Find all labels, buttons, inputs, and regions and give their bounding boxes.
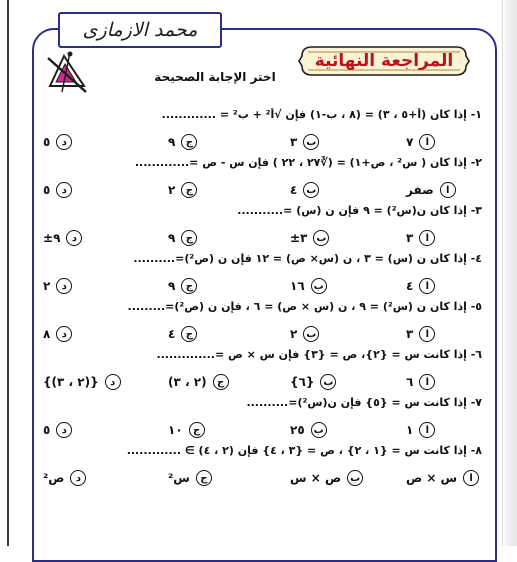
option-value: ص × س: [290, 471, 342, 485]
option-value: ٩: [168, 135, 176, 149]
answer-option[interactable]: [43, 324, 72, 344]
option-value: س²: [168, 471, 190, 485]
answer-option[interactable]: [43, 132, 72, 152]
answer-option[interactable]: [406, 228, 435, 248]
option-letter-badge: ب: [347, 470, 363, 486]
geometry-tools-icon: [44, 48, 92, 96]
left-margin-line: [7, 0, 9, 546]
answer-option[interactable]: [290, 420, 327, 440]
answer-option[interactable]: [168, 372, 229, 392]
option-letter-badge: د: [56, 326, 72, 342]
answer-option[interactable]: [406, 180, 456, 200]
answer-option[interactable]: [406, 276, 435, 296]
option-letter-badge: ب: [303, 134, 319, 150]
option-letter-badge: د: [56, 422, 72, 438]
option-letter-badge: ب: [311, 278, 327, 294]
option-letter-badge: ب: [320, 374, 336, 390]
answer-option[interactable]: [43, 372, 121, 392]
answer-option[interactable]: [406, 420, 435, 440]
question-text: ٤- إذا كان ن (س) = ٣ ، ن (س× ص) = ١٢ فإن ن (ص²)=..........: [133, 252, 482, 265]
answer-option[interactable]: [290, 468, 363, 488]
option-letter-badge: ب: [311, 422, 327, 438]
option-letter-badge: ا: [419, 278, 435, 294]
option-letter-badge: ب: [313, 230, 329, 246]
option-value: س × ص: [406, 471, 458, 485]
answer-option[interactable]: [290, 228, 329, 248]
question-text: ٦- إذا كانت س = {٢}، ص = {٣} فإن س × ص =..............: [156, 348, 482, 361]
answer-option[interactable]: [290, 324, 319, 344]
page-edge-shadow: [505, 0, 517, 546]
question-text: ٣- إذا كان ن(س²) = ٩ فإن ن (س) =...........: [237, 204, 482, 217]
option-letter-badge: د: [66, 230, 82, 246]
option-value: ص²: [43, 471, 65, 485]
answer-option[interactable]: [168, 420, 205, 440]
option-letter-badge: ا: [419, 422, 435, 438]
answer-option[interactable]: [406, 324, 435, 344]
option-letter-badge: ا: [419, 230, 435, 246]
answer-option[interactable]: [168, 228, 197, 248]
option-letter-badge: ب: [303, 326, 319, 342]
option-value: ١: [406, 423, 414, 437]
option-letter-badge: ب: [303, 182, 319, 198]
answer-option[interactable]: [43, 468, 86, 488]
title-banner: [298, 44, 470, 78]
option-value: ٢٥: [290, 423, 305, 437]
option-value: ٣±: [290, 231, 308, 245]
question-text: ٢- إذا كان ( س² ، ص+١) = (∛٢٧ ، ٢٢ ) فإن س - ص =.............: [134, 156, 482, 169]
option-value: ٤: [406, 279, 414, 293]
option-letter-badge: ا: [419, 374, 435, 390]
option-letter-badge: د: [70, 470, 86, 486]
option-letter-badge: ا: [419, 326, 435, 342]
option-value: ٤: [290, 183, 298, 197]
option-value: صفر: [406, 183, 434, 197]
option-value: ٣: [406, 327, 414, 341]
option-letter-badge: د: [56, 182, 72, 198]
right-margin-line: [502, 0, 503, 546]
option-letter-badge: ج: [181, 326, 197, 342]
page-title: المراجعة النهائية: [314, 51, 454, 71]
option-value: ٣: [406, 231, 414, 245]
answer-option[interactable]: [290, 180, 319, 200]
answer-option[interactable]: [168, 276, 197, 296]
answer-option[interactable]: [43, 276, 72, 296]
answer-option[interactable]: [168, 132, 197, 152]
option-value: ٨: [43, 327, 51, 341]
option-letter-badge: د: [105, 374, 121, 390]
option-value: ٩: [168, 279, 176, 293]
option-value: (٢ ، ٣): [168, 375, 207, 389]
answer-option[interactable]: [406, 132, 435, 152]
instruction-subtitle: اختر الإجابة الصحيحة: [154, 70, 276, 84]
option-value: ٥: [43, 135, 51, 149]
option-letter-badge: ج: [181, 182, 197, 198]
option-value: ٩: [168, 231, 176, 245]
option-value: ٧: [406, 135, 414, 149]
option-letter-badge: ا: [419, 134, 435, 150]
option-letter-badge: ج: [181, 134, 197, 150]
option-letter-badge: ج: [196, 470, 212, 486]
option-letter-badge: ج: [189, 422, 205, 438]
option-value: ٥: [43, 423, 51, 437]
answer-option[interactable]: [43, 180, 72, 200]
answer-option[interactable]: [406, 468, 479, 488]
answer-option[interactable]: [290, 372, 336, 392]
option-value: {(٢ ، ٣)}: [43, 375, 99, 389]
question-text: ١- إذا كان (أ+٥ ، ٣) = (٨ ، ب-١) فإن √أ² + ب² = .............: [161, 108, 482, 121]
answer-option[interactable]: [290, 276, 327, 296]
question-text: ٨- إذا كانت س = {١ ، ٢} ، ص = {٣ ، ٤} فإن (٢ ، ٤) ∋ .............: [126, 444, 482, 457]
option-value: ٣: [290, 135, 298, 149]
answer-option[interactable]: [43, 420, 72, 440]
answer-option[interactable]: [168, 180, 197, 200]
option-letter-badge: ا: [440, 182, 456, 198]
answer-option[interactable]: [168, 468, 212, 488]
option-value: ١٠: [168, 423, 183, 437]
option-letter-badge: د: [56, 278, 72, 294]
option-value: ٢: [168, 183, 176, 197]
option-letter-badge: ج: [181, 278, 197, 294]
answer-option[interactable]: [406, 372, 435, 392]
option-value: ٩±: [43, 231, 61, 245]
option-value: ٥: [43, 183, 51, 197]
option-value: {٦}: [290, 375, 315, 389]
option-letter-badge: ا: [463, 470, 479, 486]
option-value: ٤: [168, 327, 176, 341]
option-letter-badge: ج: [213, 374, 229, 390]
option-value: ٦: [406, 375, 414, 389]
question-text: ٥- إذا كان ن (س²) = ٩ ، ن (س × ص) = ٦ ، فإن ن (ص²)=.........: [127, 300, 482, 313]
answer-option[interactable]: [43, 228, 82, 248]
answer-option[interactable]: [290, 132, 319, 152]
option-value: ٢: [43, 279, 51, 293]
option-value: ٢: [290, 327, 298, 341]
option-letter-badge: د: [56, 134, 72, 150]
option-value: ١٦: [290, 279, 305, 293]
question-text: ٧- إذا كانت س = {٥} فإن ن(س²)=..........: [246, 396, 482, 409]
answer-option[interactable]: [168, 324, 197, 344]
author-name-box: محمد الازمازى: [58, 12, 222, 48]
option-letter-badge: ج: [181, 230, 197, 246]
